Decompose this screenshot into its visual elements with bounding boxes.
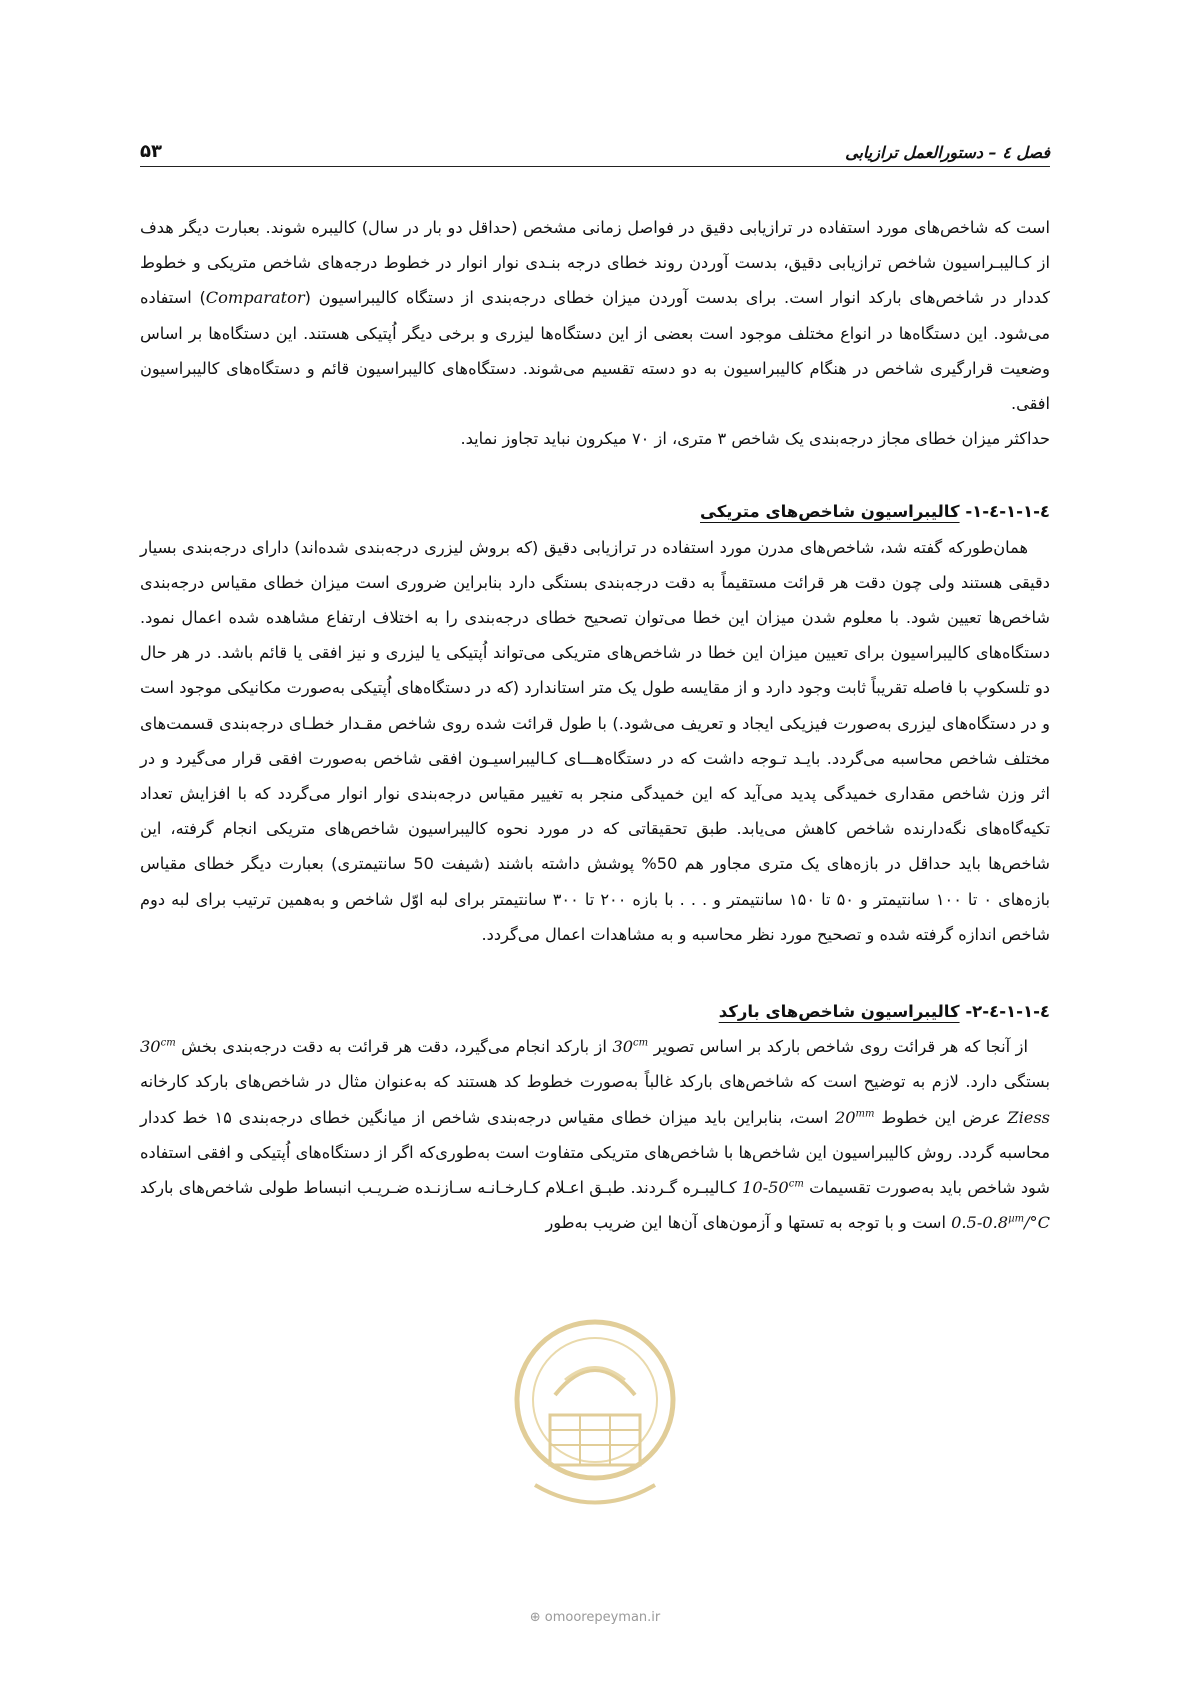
value: 0.5-0.8: [951, 1213, 1009, 1233]
page-header: [140, 128, 1050, 167]
barcode-text: از بارکد انجام می‌گیرد، دقت هر قرائت به دقت درجه‌بندی بخش: [175, 1037, 613, 1057]
page-content: [140, 210, 1050, 1240]
section-heading-metric: [140, 494, 1050, 529]
intro-text-end: ) استفاده می‌شود. این دستگاه‌ها در انواع مختلف موجود است بعضی از این دستگاه‌ها لیزری و برخی دیگر اُپتیکی هستند. این دستگاه‌ها بر اساس وضعیت قرارگیری شاخص در هنگام کالیبراسیون به دو دسته تقسیم می‌شوند. دستگاه‌های کالیبراسیون قائم و دستگاه‌های کالیبراسیون افقی.: [140, 288, 1050, 414]
intro-paragraph: [140, 210, 1050, 421]
chapter-title: فصل ٤ – دستورالعمل ترازیابی: [845, 143, 1050, 162]
unit: cm: [788, 1178, 804, 1190]
section-number: ٤-١-١-٤-١-: [965, 502, 1050, 522]
section-number: ٤-١-١-٤-٢-: [965, 1002, 1050, 1022]
page-number: ۵۳: [140, 141, 162, 162]
expansion-coefficient: [951, 1213, 1050, 1232]
watermark-logo: [495, 1305, 695, 1535]
barcode-text: است، بنابراین باید میزان خطای مقیاس درجه‌بندی شاخص از میانگین خطای درجه‌بندی ۱۵ خط کددار محاسبه گردد. روش کالیبراسیون این شاخص‌ها با شاخص‌های متریکی متفاوت است به‌طوری‌که اگر از دستگاه‌های اُپتیکی و افقی استفاده شود شاخص باید به‌صورت تقسیمات: [140, 1107, 1050, 1198]
value: 30: [140, 1037, 161, 1057]
unit: cm: [633, 1037, 649, 1049]
comparator-term: Comparator: [205, 288, 305, 308]
max-error-paragraph: حداکثر میزان خطای مجاز درجه‌بندی یک شاخص ۳ متری، از ۷۰ میکرون نباید تجاوز نماید.: [460, 429, 1050, 449]
unit: mm: [855, 1108, 875, 1120]
unit: /°C: [1024, 1213, 1050, 1233]
metric-paragraph: همان‌طورکه گفته شد، شاخص‌های مدرن مورد استفاده در ترازیابی دقیق (که بروش لیزری درجه‌بندی شده‌اند) دارای درجه‌بندی بسیار دقیقی هستند ولی چون دقت هر قرائت مستقیماً به دقت درجه‌بندی بستگی دارد بنابراین ضروری است میزان خطای مقیاس درجه‌بندی شاخص‌ها تعیین شود. با معلوم شدن میزان این خطا می‌توان تصحیح خطای درجه‌بندی را به اختلاف ارتفاع مشاهده شده اعمال نمود. دستگاه‌های کالیبراسیون برای تعیین میزان این خطا در شاخص‌های متریکی می‌تواند اُپتیکی یا لیزری و نیز افقی یا قائم باشد. در هر حال دو تلسکوپ با فاصله تقریباً ثابت وجود دارد و از مقایسه طول یک متر استاندارد (که در دستگاه‌های اُپتیکی به‌صورت مکانیکی موجود است و در دستگاه‌های لیزری به‌صورت فیزیکی ایجاد و تعریف می‌شود.) با طول قرائت شده روی شاخص مقـدار خطـای درجه‌بندی قسمت‌های مختلف شاخص محاسبه می‌گردد. بایـد تـوجه داشت که در دستگاه‌هـــای کـالیبراسیـون افقی شاخص به‌صورت افقی قرار می‌گیرد و در اثر وزن شاخص مقداری خمیدگی پدید می‌آید که این خمیدگی منجر به تغییر مقیاس درجه‌بندی نوار انوار می‌گردد که با افزایش تعداد تکیه‌گاه‌های نگه‌دارنده شاخص کاهش می‌یابد. طبق تحقیقاتی که در مورد نحوه کالیبراسیون شاخص‌های متریکی انجام گرفته، این شاخص‌ها باید حداقل در بازه‌های یک متری مجاور هم 50% پوشش داشته باشند (شیفت 50 سانتیمتری) بعبارت دیگر خطای مقیاس بازه‌های ۰ تا ۱۰۰ سانتیمتر و ۵۰ تا ۱۵۰ سانتیمتر و . . . با بازه ۲۰۰ تا ۳۰۰ سانتیمتر برای لبه اوّل شاخص و به‌همین ترتیب برای لبه دوم شاخص اندازه گرفته شده و تصحیح مورد نظر محاسبه و به مشاهدات اعمال می‌گردد.: [140, 537, 1051, 944]
watermark-site: [0, 1610, 1190, 1625]
section-title: کالیبراسیون شاخص‌های بارکد: [718, 1002, 960, 1022]
value: 20: [834, 1107, 856, 1127]
unit: µm: [1008, 1213, 1025, 1225]
barcode-text: عرض این خطوط: [874, 1107, 1008, 1127]
value-20mm: [835, 1108, 875, 1127]
section-heading-barcode: [140, 994, 1050, 1029]
watermark-site-text: omoorepeyman.ir: [544, 1610, 661, 1625]
barcode-text: بستگی دارد. لازم به توضیح است که شاخص‌های بارکد غالباً به‌صورت خطوط کد هستند که به‌عنوان مثال در شاخص‌های بارکد کارخانه: [140, 1072, 1050, 1092]
barcode-text: کـالیبـره گـردند. طبـق اعـلام کـارخـانـه سـازنـده ضـریـب انبساط طولی شاخص‌های بارکد: [140, 1178, 743, 1198]
barcode-text: است و با توجه به تستها و آزمون‌های آن‌ها این ضریب به‌طور: [545, 1213, 952, 1233]
value-30cm: [140, 1037, 176, 1056]
unit: cm: [160, 1037, 176, 1049]
ziess-term: Ziess: [1007, 1107, 1050, 1127]
barcode-paragraph: [140, 1029, 1050, 1240]
value: 30: [612, 1037, 634, 1057]
value-10-50cm: [742, 1178, 804, 1197]
value: 10-50: [742, 1178, 789, 1198]
value-30cm: [612, 1037, 648, 1056]
barcode-text: از آنجا که هر قرائت روی شاخص بارکد بر اساس تصویر: [648, 1037, 1028, 1057]
intro-text: است که شاخص‌های مورد استفاده در ترازیابی دقیق در فواصل زمانی مشخص (حداقل دو بار در سال) کالیبره شوند. بعبارت دیگر هدف از کـالیبـراسیون شاخص ترازیابی دقیق، بدست آوردن روند خطای درجه بنـدی نوار انوار در خطوط درجه‌های شاخص متریکی و خطوط کددار در شاخص‌های بارکد انوار است. برای بدست آوردن میزان خطای درجه‌بندی از دستگاه کالیبراسیون (: [140, 218, 1051, 308]
section-title: کالیبراسیون شاخص‌های متریکی: [700, 502, 960, 522]
globe-icon: ⊕: [529, 1610, 541, 1625]
